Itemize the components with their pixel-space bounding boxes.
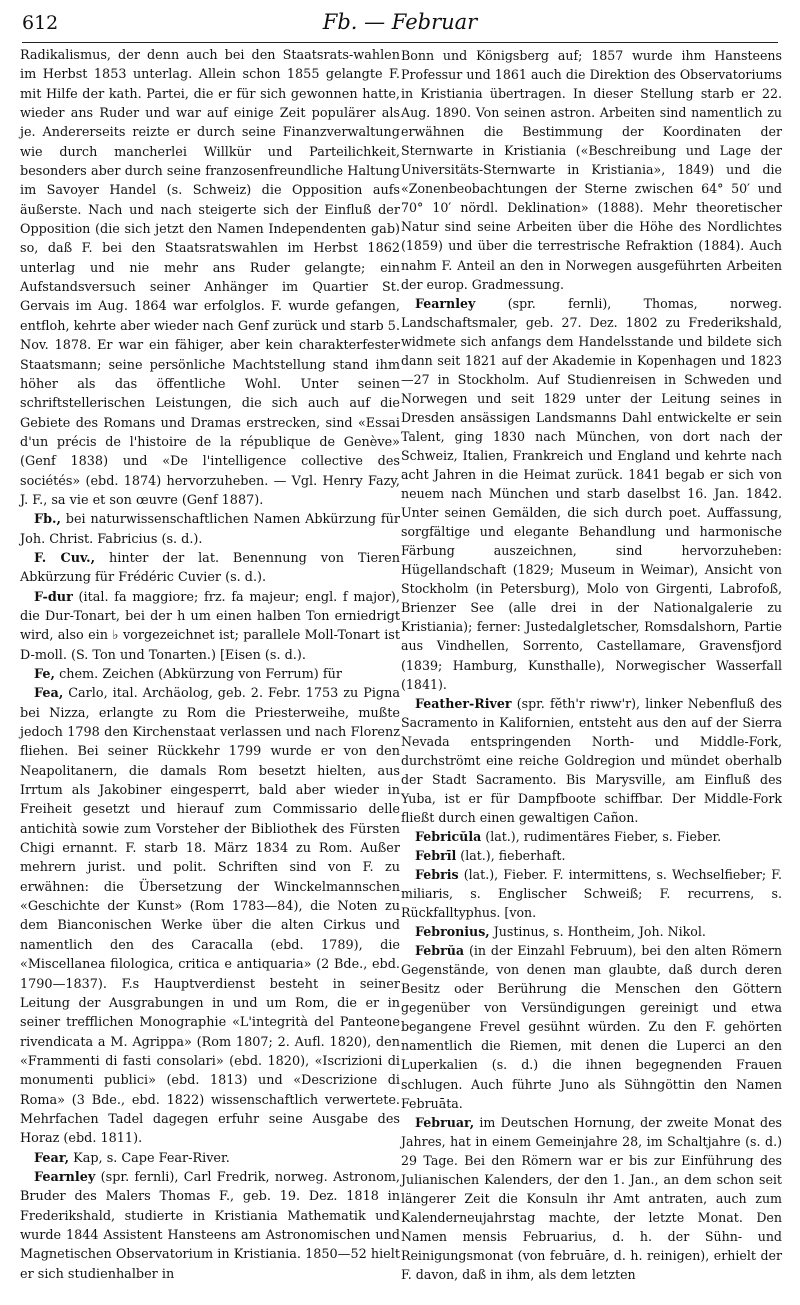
dictionary-entry bbox=[20, 549, 400, 588]
dictionary-entry bbox=[20, 1168, 400, 1284]
page-number: 612 bbox=[22, 12, 59, 34]
left-column bbox=[20, 46, 400, 1284]
dictionary-entry bbox=[401, 865, 782, 922]
page-header bbox=[22, 8, 778, 42]
dictionary-entry bbox=[401, 846, 782, 865]
dictionary-entry bbox=[401, 694, 782, 827]
right-column bbox=[401, 46, 782, 1284]
entry-headword: Febris bbox=[415, 867, 459, 883]
dictionary-entry bbox=[20, 1149, 400, 1168]
entry-headword: Feather-River bbox=[415, 695, 512, 711]
entry-headword: Fearnley bbox=[34, 1169, 96, 1185]
entry-text: Carlo, ital. Archäolog, geb. 2. Febr. 1753 zu Pigna bei Nizza, erlangte zu Rom die Priesterweihe, mußte jedoch 1798 den Kirchenstaat verlassen und nach Florenz fliehen. Bei seiner Rückkehr 1799 wurde er von den Neapolitanern, die damals Rom besetzt hielten, aus Irrtum als Jakobiner eingesperrt, bald aber wieder in Freiheit gesetzt und hierauf zum Commissario delle antichità sowie zum Vorsteher der Bibliothek des Fürsten Chigi ernannt. F. starb 18. März 1834 zu Rom. Außer mehrern jurist. und polit. Schriften sind von F. zu erwähnen: die Übersetzung der Winckelmannschen «Geschichte der Kunst» (Rom 1783—84), die Noten zu dem Bianconischen Werke über die alten Cirkus und namentlich den des Caracalla (ebd. 1789), die «Miscellanea filologica, critica e antiquaria» (2 Bde., ebd. 1790—1837). F.s Hauptverdienst besteht in seiner Leitung der Ausgrabungen in und um Rom, die er in seiner trefflichen Monographie «L'integrità del Panteone rivendicata a M. Agrippa» (Rom 1807; 2. Aufl. 1820), den «Frammenti di fasti consolari» (ebd. 1820), «Iscrizioni di monumenti publici» (ebd. 1813) und «Descrizione di Roma» (3 Bde., ebd. 1822) wissenschaftlich verwertete. Mehrfachen Tadel dagegen erfuhr seine Ausgabe des Horaz (ebd. 1811). bbox=[20, 686, 400, 1147]
entry-headword: Februar, bbox=[415, 1114, 475, 1130]
entry-headword: Febronius, bbox=[415, 924, 490, 940]
entry-headword: Febricŭla bbox=[415, 828, 482, 844]
entry-text: im Deutschen Hornung, der zweite Monat des Jahres, hat in einem Gemeinjahre 28, im Schaltjahre (s. d.) 29 Tage. Bei den Römern war er bis zur Einführung des Julianischen Kalenders, der den 1. Jan., an dem schon seit längerer Zeit die Konsuln ihr Amt antraten, auch zum Kalenderneujahrstag machte, der letzte Monat. Den Namen mensis Februarius, d. h. der Sühn- und Reinigungsmonat (von februāre, d. h. reinigen), erhielt der F. davon, daß in ihm, als dem letzten bbox=[401, 1114, 782, 1282]
dictionary-entry bbox=[20, 510, 400, 549]
entry-headword: F. Cuv., bbox=[34, 550, 96, 566]
entry-text: Bonn und Königsberg auf; 1857 wurde ihm Hansteens Professur und 1861 auch die Direktion des Observatoriums in Kristiania übertragen. In dieser Stellung starb er 22. Aug. 1890. Von seinen astron. Arbeiten sind namentlich zu erwähnen die Bestimmung der Koordinaten der Sternwarte in Kristiania («Beschreibung und Lage der Universitäts-Sternwarte in Kristiania», 1849) und die «Zonenbeobachtungen der Sterne zwischen 64° 50′ und 70° 10′ nördl. Deklination» (1888). Mehr theoretischer Natur sind seine Arbeiten über die Höhe des Nordlichtes (1859) und über die terrestrische Refraktion (1884). Auch nahm F. Anteil an den in Norwegen ausgeführten Arbeiten der europ. Gradmessung. bbox=[401, 48, 782, 292]
entry-headword: Febrŭa bbox=[415, 943, 465, 959]
entry-headword: Fe, bbox=[34, 667, 55, 682]
entry-text: Kap, s. Cape Fear-River. bbox=[73, 1150, 230, 1166]
entry-text: (lat.), fieberhaft. bbox=[460, 847, 566, 863]
entry-text: (spr. fernli), Thomas, norweg. Landschaftsmaler, geb. 27. Dez. 1802 zu Frederikshald, widmete sich anfangs dem Handelsstande und bildete sich dann seit 1821 auf der Akademie in Kopenhagen und 1823—27 in Stockholm. Auf Studienreisen in Schweden und Norwegen und seit 1829 unter der Leitung seines in Dresden ansässigen Landsmanns Dahl entwickelte er sein Talent, ging 1830 nach München, von dort nach der Schweiz, Italien, Frankreich und England und kehrte nach acht Jahren in die Heimat zurück. 1841 begab er sich von neuem nach München und starb daselbst 16. Jan. 1842. Unter seinen Gemälden, die sich durch poet. Auffassung, sorgfältige und elegante Behandlung und harmonische Färbung auszeichnen, sind hervorzuheben: Hügellandschaft (1829; Museum in Weimar), Ansicht von Stockholm (in Petersburg), Molo von Girgenti, Labrofoß, Brienzer See (alle drei in der Nationalgalerie zu Kristiania); ferner: Justedalgletscher, Romsdalshorn, Partie aus Vindhellen, Sorrento, Castellamare, Gravensfjord (1839; Hamburg, Kunsthalle), Norwegischer Wasserfall (1841). bbox=[401, 295, 782, 692]
entry-text: (lat.), rudimentäres Fieber, s. Fieber. bbox=[485, 828, 722, 844]
entry-text: (spr. fernli), Carl Fredrik, norweg. Astronom, Bruder des Malers Thomas F., geb. 19. Dez. 1818 in Frederikshald, studierte in Kristiania Mathematik und wurde 1844 Assistent Hansteens am Astronomischen und Magnetischen Observatorium in Kristiania. 1850—52 hielt er sich studienhalber in bbox=[20, 1169, 400, 1282]
dictionary-entry bbox=[401, 1113, 782, 1284]
dictionary-entry bbox=[20, 684, 400, 1148]
running-title: Fb. — Februar bbox=[322, 10, 478, 34]
dictionary-entry bbox=[401, 941, 782, 1112]
dictionary-entry bbox=[401, 827, 782, 846]
entry-headword: Fearnley bbox=[415, 295, 476, 311]
dictionary-entry bbox=[401, 294, 782, 694]
entry-text: (in der Einzahl Februum), bei den alten Römern Gegenstände, von denen man glaubte, daß durch deren Besitz oder Berührung die Menschen den Göttern gegenüber von Versündigungen gereinigt und etwa begangene Frevel gesühnt würden. Zu den F. gehörten namentlich die Riemen, mit denen die Luperci an den Luperkalien (s. d.) die ihnen begegnenden Frauen schlugen. Auch führte Juno als Sühngöttin den Namen Februāta. bbox=[401, 943, 782, 1111]
dictionary-entry bbox=[401, 46, 782, 294]
entry-text: (lat.), Fieber. F. intermittens, s. Wechselfieber; F. miliaris, s. Englischer Schweiß; F. recurrens, s. Rückfalltyphus. [von. bbox=[401, 867, 782, 921]
dictionary-entry bbox=[401, 922, 782, 941]
dictionary-entry bbox=[20, 588, 400, 665]
entry-text: bei naturwissenschaftlichen Namen Abkürzung für Joh. Christ. Fabricius (s. d.). bbox=[20, 512, 400, 547]
dictionary-entry bbox=[20, 46, 400, 510]
entry-text: Radikalismus, der denn auch bei den Staatsrats-wahlen im Herbst 1853 unterlag. Allein schon 1855 gelangte F. mit Hilfe der kath. Partei, die er für sich gewonnen hatte, wieder ans Ruder und war auf einige Zeit populärer als je. Andererseits reizte er durch seine Finanzverwaltung wie durch mancherlei Willkür und Parteilichkeit, besonders aber durch seine franzosenfreundliche Haltung im Savoyer Handel (s. Schweiz) die Opposition aufs äußerste. Nach und nach steigerte sich der Einfluß der Opposition (die sich jetzt den Namen Independenten gab) so, daß F. bei den Staatsratswahlen im Herbst 1862 unterlag und nie mehr ans Ruder gelangte; ein Aufstandsversuch seiner Anhänger im Quartier St. Gervais im Aug. 1864 war erfolglos. F. wurde gefangen, entfloh, kehrte aber wieder nach Genf zurück und starb 5. Nov. 1878. Er war ein fähiger, aber kein charakterfester Staatsmann; seine persönliche Machtstellung stand ihm höher als das öffentliche Wohl. Unter seinen schriftstellerischen Leistungen, die sich auch auf die Gebiete des Romans und Dramas erstrecken, sind «Essai d'un précis de l'histoire de la république de Genève» (Genf 1838) und «De l'intelligence collective des sociétés» (ebd. 1874) hervorzuheben. — Vgl. Henry Fazy, J. F., sa vie et son œuvre (Genf 1887). bbox=[20, 48, 400, 508]
entry-text: (spr. fĕth'r riww'r), linker Nebenfluß des Sacramento in Kalifornien, entsteht aus den auf der Sierra Nevada entspringenden North- und Middle-Fork, durchströmt eine reiche Goldregion und mündet oberhalb der Stadt Sacramento. Bis Marysville, am Einfluß des Yuba, ist er für Dampfboote schiffbar. Der Middle-Fork fließt durch einen gewaltigen Cañon. bbox=[401, 695, 782, 825]
entry-text: Justinus, s. Hontheim, Joh. Nikol. bbox=[493, 924, 706, 940]
header-rule bbox=[22, 42, 778, 43]
entry-text: (ital. fa maggiore; frz. fa majeur; engl. f major), die Dur-Tonart, bei der h um einen halben Ton erniedrigt wird, also ein ♭ vorgezeichnet ist; parallele Moll-Tonart ist D-moll. (S. Ton und Tonarten.) [Eisen (s. d.). bbox=[20, 589, 400, 663]
entry-headword: Febrīl bbox=[415, 847, 457, 863]
entry-headword: Fb., bbox=[34, 512, 61, 528]
dictionary-entry bbox=[20, 665, 400, 684]
entry-text: hinter der lat. Benennung von Tieren Abkürzung für Frédéric Cuvier (s. d.). bbox=[20, 550, 400, 586]
entry-headword: Fear, bbox=[34, 1150, 70, 1166]
entry-headword: Fea, bbox=[34, 686, 64, 702]
entry-headword: F-dur bbox=[34, 589, 73, 605]
entry-text: chem. Zeichen (Abkürzung von Ferrum) für bbox=[59, 667, 342, 682]
